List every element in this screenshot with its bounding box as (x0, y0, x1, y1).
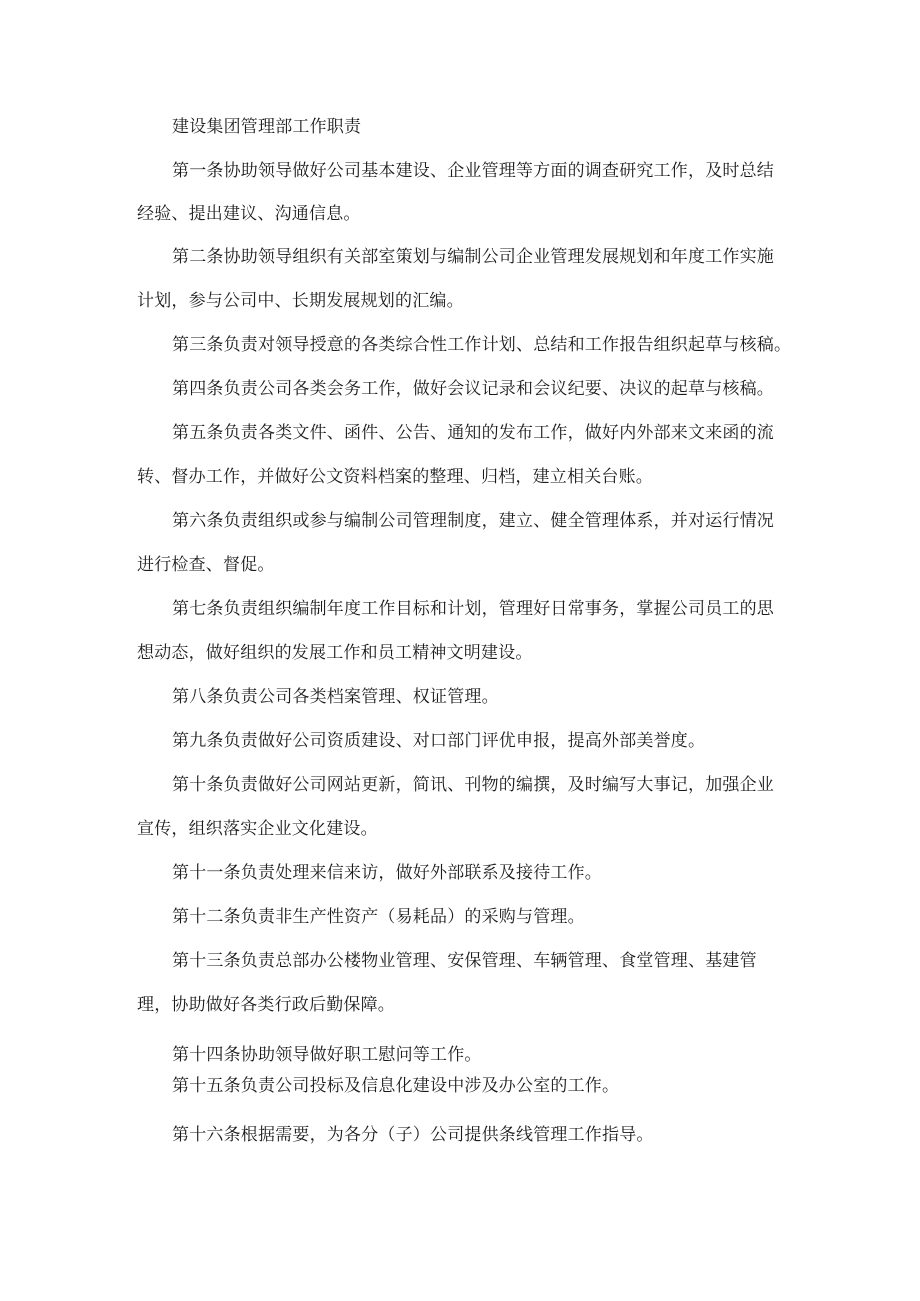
article-11-line-1: 第十一条负责处理来信来访，做好外部联系及接待工作。 (172, 863, 602, 883)
article-14-line-1: 第十四条协助领导做好职工慰问等工作。 (172, 1045, 482, 1065)
article-7-line-1: 第七条负责组织编制年度工作目标和计划，管理好日常事务，掌握公司员工的思 (172, 599, 774, 619)
article-16-line-1: 第十六条根据需要，为各分（子）公司提供条线管理工作指导。 (172, 1125, 654, 1145)
article-2-line-2: 计划，参与公司中、长期发展规划的汇编。 (137, 291, 464, 311)
article-5-line-2: 转、督办工作，并做好公文资料档案的整理、归档，建立相关台账。 (137, 467, 653, 487)
article-6-line-1: 第六条负责组织或参与编制公司管理制度，建立、健全管理体系，并对运行情况 (172, 511, 774, 531)
article-7-line-2: 想动态，做好组织的发展工作和员工精神文明建设。 (137, 643, 533, 663)
document-title: 建设集团管理部工作职责 (172, 117, 362, 137)
article-13-line-1: 第十三条负责总部办公楼物业管理、安保管理、车辆管理、食堂管理、基建管 (172, 951, 757, 971)
article-3-line-1: 第三条负责对领导授意的各类综合性工作计划、总结和工作报告组织起草与核稿。 (172, 335, 792, 355)
article-1-line-2: 经验、提出建议、沟通信息。 (137, 204, 361, 224)
article-13-line-2: 理，协助做好各类行政后勤保障。 (137, 995, 395, 1015)
article-4-line-1: 第四条负责公司各类会务工作，做好会议记录和会议纪要、决议的起草与核稿。 (172, 379, 774, 399)
article-1-line-1: 第一条协助领导做好公司基本建设、企业管理等方面的调查研究工作，及时总结 (172, 161, 774, 181)
article-12-line-1: 第十二条负责非生产性资产（易耗品）的采购与管理。 (172, 907, 585, 927)
article-10-line-2: 宣传，组织落实企业文化建设。 (137, 819, 378, 839)
article-9-line-1: 第九条负责做好公司资质建设、对口部门评优申报，提高外部美誉度。 (172, 731, 706, 751)
article-10-line-1: 第十条负责做好公司网站更新，简讯、刊物的编撰，及时编写大事记，加强企业 (172, 775, 774, 795)
article-6-line-2: 进行检查、督促。 (137, 555, 275, 575)
article-15-line-1: 第十五条负责公司投标及信息化建设中涉及办公室的工作。 (172, 1076, 620, 1096)
article-8-line-1: 第八条负责公司各类档案管理、权证管理。 (172, 687, 499, 707)
article-2-line-1: 第二条协助领导组织有关部室策划与编制公司企业管理发展规划和年度工作实施 (172, 247, 774, 267)
article-5-line-1: 第五条负责各类文件、函件、公告、通知的发布工作，做好内外部来文来函的流 (172, 423, 774, 443)
